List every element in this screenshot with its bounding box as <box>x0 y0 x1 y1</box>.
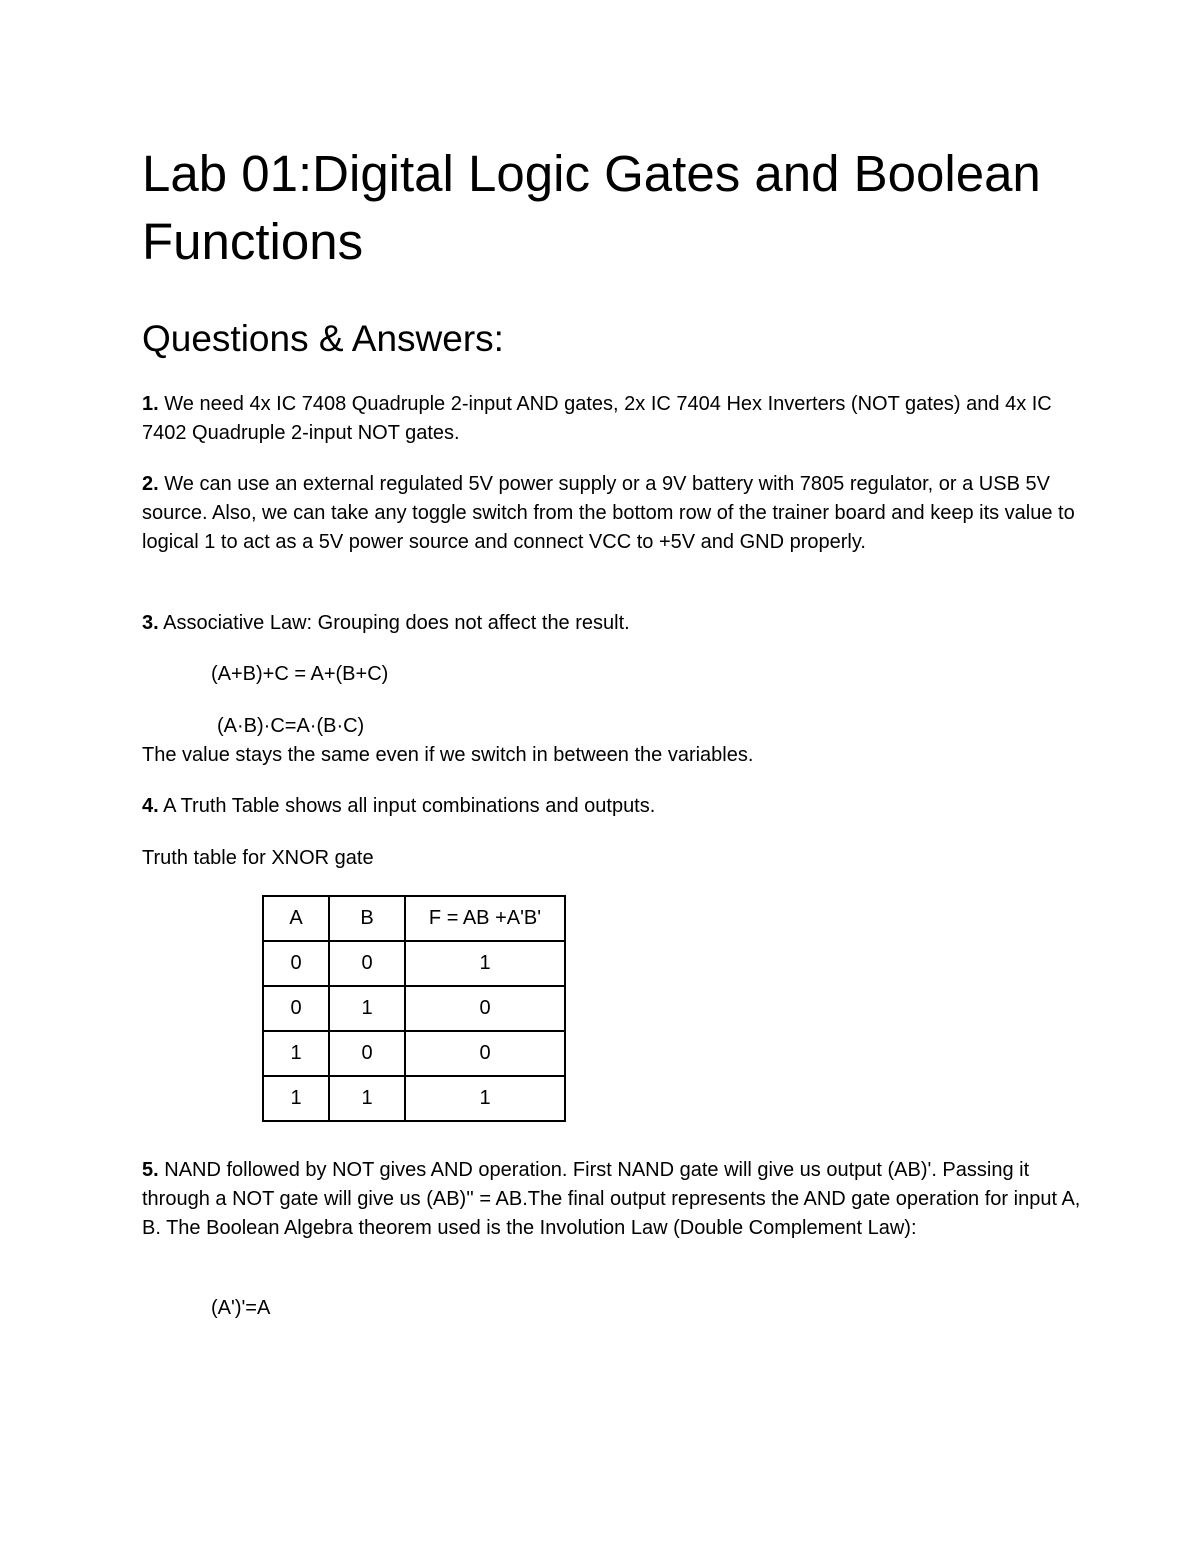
answer-text: A Truth Table shows all input combinations and outputs. <box>158 795 656 817</box>
answer-text: We need 4x IC 7408 Quadruple 2-input AND gates, 2x IC 7404 Hex Inverters (NOT gates) and 4x IC 7402 Quadruple 2-input NOT gates. <box>142 393 1052 444</box>
header-cell: A <box>263 896 329 941</box>
table-header-row <box>263 896 565 941</box>
table-caption: Truth table for XNOR gate <box>142 847 374 869</box>
truth-table <box>262 895 566 1122</box>
table-cell: 0 <box>329 941 405 986</box>
answer-number: 3. <box>142 612 159 634</box>
answer-3-note: The value stays the same even if we switch in between the variables. <box>142 744 754 766</box>
answer-number: 4. <box>142 795 159 817</box>
table-row <box>263 1031 565 1076</box>
section-heading: Questions & Answers: <box>142 318 504 359</box>
answer-number: 2. <box>142 473 159 495</box>
table-row <box>263 1076 565 1121</box>
formula-involution: (A')'=A <box>211 1297 271 1319</box>
table-cell: 1 <box>263 1031 329 1076</box>
document-title: Lab 01:Digital Logic Gates and Boolean Functions <box>142 145 1041 270</box>
answer-1 <box>142 390 1082 448</box>
table-cell: 0 <box>405 986 565 1031</box>
table-cell: 1 <box>329 1076 405 1121</box>
answer-2 <box>142 470 1082 557</box>
formula-associative-and: (A·B)·C=A·(B·C) <box>217 715 365 737</box>
answer-number: 1. <box>142 393 159 415</box>
table-cell: 1 <box>405 1076 565 1121</box>
answer-5 <box>142 1156 1082 1243</box>
answer-text: Associative Law: Grouping does not affect the result. <box>158 612 630 634</box>
answer-text: NAND followed by NOT gives AND operation. First NAND gate will give us output (AB)'. Passing it through a NOT gate will give us (AB)'' = AB.The final output represents the AND gate operation for input A, B. The Boolean Algebra theorem used is the Involution Law (Double Complement Law): <box>142 1159 1081 1239</box>
table-row <box>263 941 565 986</box>
table-cell: 1 <box>329 986 405 1031</box>
answer-4 <box>142 792 1082 821</box>
table-cell: 0 <box>263 986 329 1031</box>
table-cell: 0 <box>263 941 329 986</box>
answer-text: We can use an external regulated 5V power supply or a 9V battery with 7805 regulator, or a USB 5V source. Also, we can take any toggle switch from the bottom row of the trainer board and keep its value to logical 1 to act as a 5V power source and connect VCC to +5V and GND properly. <box>142 473 1075 553</box>
header-cell: B <box>329 896 405 941</box>
formula-associative-or: (A+B)+C = A+(B+C) <box>211 663 389 685</box>
table-cell: 1 <box>405 941 565 986</box>
header-cell: F = AB +A'B' <box>405 896 565 941</box>
answer-number: 5. <box>142 1159 159 1181</box>
table-cell: 1 <box>263 1076 329 1121</box>
table-cell: 0 <box>405 1031 565 1076</box>
answer-3 <box>142 609 1082 638</box>
table-cell: 0 <box>329 1031 405 1076</box>
table-row <box>263 986 565 1031</box>
